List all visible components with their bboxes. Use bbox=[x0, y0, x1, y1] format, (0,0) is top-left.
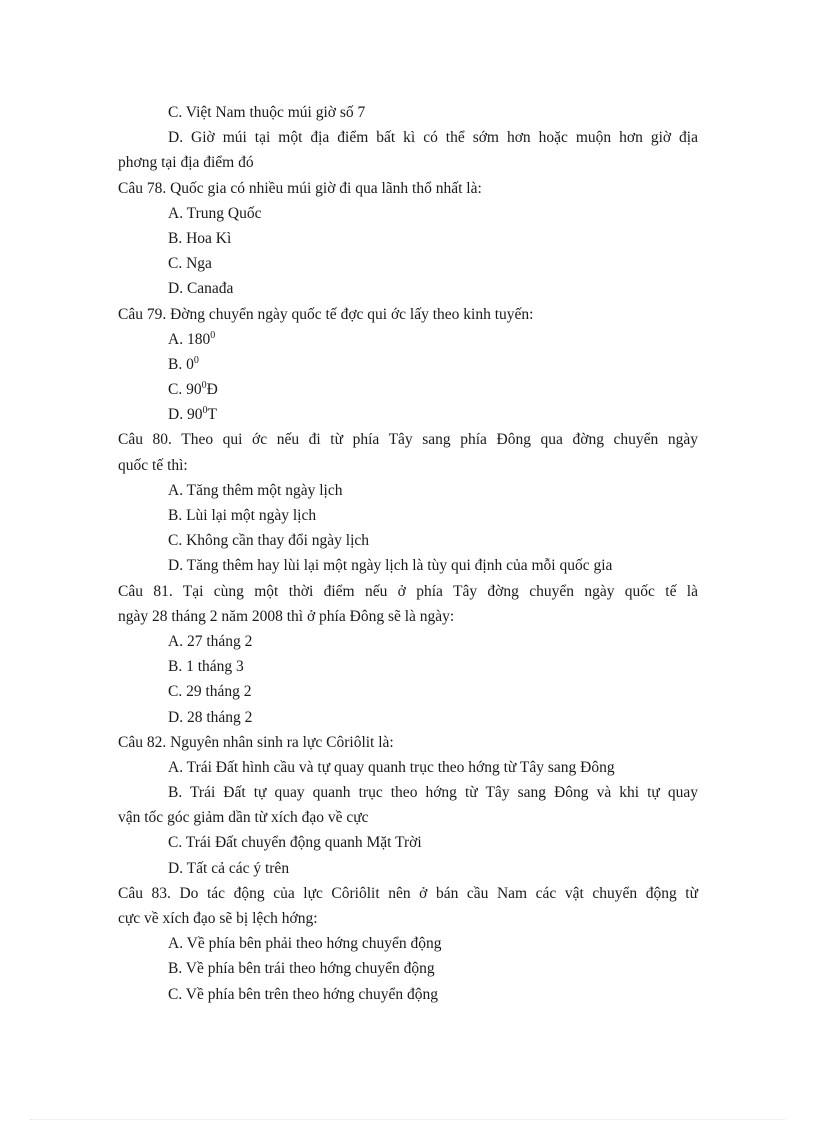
answer-option-line bbox=[118, 780, 698, 805]
line-text: ngày 28 tháng 2 năm 2008 thì ở phía Đông sẽ là ngày: bbox=[118, 607, 455, 625]
line-text: A. 180 bbox=[168, 330, 211, 348]
line-text: B. Trái Đất tự quay quanh trục theo hớng từ Tây sang Đông và khi tự quay bbox=[168, 784, 698, 802]
question-line bbox=[118, 579, 698, 604]
answer-option-line bbox=[118, 327, 698, 352]
line-suffix: Đ bbox=[206, 381, 218, 399]
line-text: D. Giờ múi tại một địa điểm bất kì có thể sớm hơn hoặc muộn hơn giờ địa bbox=[168, 129, 698, 147]
question-line bbox=[118, 453, 698, 478]
answer-option-line bbox=[118, 402, 698, 427]
degree-superscript: 0 bbox=[201, 379, 207, 391]
answer-option-line bbox=[118, 377, 698, 402]
line-text: C. Về phía bên trên theo hớng chuyển động bbox=[168, 985, 439, 1003]
answer-option-line bbox=[118, 956, 698, 981]
line-text: A. Tăng thêm một ngày lịch bbox=[168, 481, 343, 499]
line-text: A. Trái Đất hình cầu và tự quay quanh trục theo hớng từ Tây sang Đông bbox=[168, 758, 615, 776]
line-text: Câu 82. Nguyên nhân sinh ra lực Côriôlit là: bbox=[118, 733, 394, 751]
answer-option-line bbox=[118, 503, 698, 528]
question-line bbox=[118, 302, 698, 327]
answer-option-line bbox=[118, 478, 698, 503]
answer-option-line bbox=[118, 201, 698, 226]
question-line bbox=[118, 881, 698, 906]
answer-option-line bbox=[118, 705, 698, 730]
page-bottom-divider bbox=[30, 1119, 786, 1120]
answer-option-line bbox=[118, 528, 698, 553]
answer-option-line bbox=[118, 755, 698, 780]
line-text: Câu 81. Tại cùng một thời điểm nếu ở phía Tây đờng chuyển ngày quốc tế là bbox=[118, 582, 698, 600]
line-text: D. 28 tháng 2 bbox=[168, 708, 253, 726]
answer-option-line bbox=[118, 100, 698, 125]
answer-option-line bbox=[118, 251, 698, 276]
line-text: Câu 83. Do tác động của lực Côriôlit nên ở bán cầu Nam các vật chuyển động từ bbox=[118, 884, 698, 902]
line-text: D. 90 bbox=[168, 406, 203, 424]
degree-superscript: 0 bbox=[193, 354, 199, 366]
line-text: cực về xích đạo sẽ bị lệch hớng: bbox=[118, 910, 318, 927]
line-text: D. Canađa bbox=[168, 280, 234, 298]
answer-option-line bbox=[118, 276, 698, 301]
line-text: C. Việt Nam thuộc múi giờ số 7 bbox=[168, 104, 366, 121]
question-line bbox=[118, 604, 698, 629]
line-text: phơng tại địa điểm đó bbox=[118, 154, 254, 172]
answer-option-line bbox=[118, 125, 698, 150]
answer-option-line bbox=[118, 982, 698, 1007]
answer-option-line bbox=[118, 226, 698, 251]
line-text: quốc tế thì: bbox=[118, 456, 188, 474]
line-suffix: T bbox=[207, 406, 217, 424]
answer-option-line bbox=[118, 629, 698, 654]
line-text: C. 29 tháng 2 bbox=[168, 683, 252, 701]
line-text: B. Hoa Kì bbox=[168, 229, 232, 247]
answer-option-line bbox=[118, 553, 698, 578]
degree-superscript: 0 bbox=[210, 329, 216, 341]
line-text: B. 1 tháng 3 bbox=[168, 658, 244, 676]
answer-option-line bbox=[118, 679, 698, 704]
answer-option-line bbox=[118, 856, 698, 881]
answer-option-line bbox=[118, 931, 698, 956]
line-text: B. Về phía bên trái theo hớng chuyển động bbox=[168, 960, 435, 978]
line-text: C. Không cần thay đổi ngày lịch bbox=[168, 532, 370, 550]
line-text: C. 90 bbox=[168, 381, 202, 399]
line-text: A. Trung Quốc bbox=[168, 204, 262, 222]
line-text: Câu 80. Theo qui ớc nếu đi từ phía Tây sang phía Đông qua đờng chuyển ngày bbox=[118, 431, 698, 449]
document-body bbox=[118, 100, 698, 1007]
line-text: Câu 78. Quốc gia có nhiều múi giờ đi qua lãnh thổ nhất là: bbox=[118, 179, 482, 197]
question-line bbox=[118, 730, 698, 755]
line-text: A. Về phía bên phải theo hớng chuyển động bbox=[168, 935, 442, 953]
line-text: C. Trái Đất chuyển động quanh Mặt Trời bbox=[168, 834, 422, 852]
question-line bbox=[118, 805, 698, 830]
answer-option-line bbox=[118, 654, 698, 679]
line-text: A. 27 tháng 2 bbox=[168, 632, 253, 650]
degree-superscript: 0 bbox=[202, 405, 208, 417]
answer-option-line bbox=[118, 352, 698, 377]
question-line bbox=[118, 176, 698, 201]
line-text: D. Tất cả các ý trên bbox=[168, 859, 290, 877]
line-text: B. Lùi lại một ngày lịch bbox=[168, 507, 317, 524]
question-line bbox=[118, 427, 698, 452]
answer-option-line bbox=[118, 830, 698, 855]
line-text: Câu 79. Đờng chuyển ngày quốc tế đợc qui ớc lấy theo kinh tuyến: bbox=[118, 305, 534, 323]
question-line bbox=[118, 150, 698, 175]
line-text: C. Nga bbox=[168, 255, 212, 273]
line-text: vận tốc góc giảm dần từ xích đạo về cực bbox=[118, 809, 369, 827]
question-line bbox=[118, 906, 698, 931]
line-text: B. 0 bbox=[168, 355, 194, 373]
line-text: D. Tăng thêm hay lùi lại một ngày lịch là tùy qui định của mỗi quốc gia bbox=[168, 557, 613, 575]
